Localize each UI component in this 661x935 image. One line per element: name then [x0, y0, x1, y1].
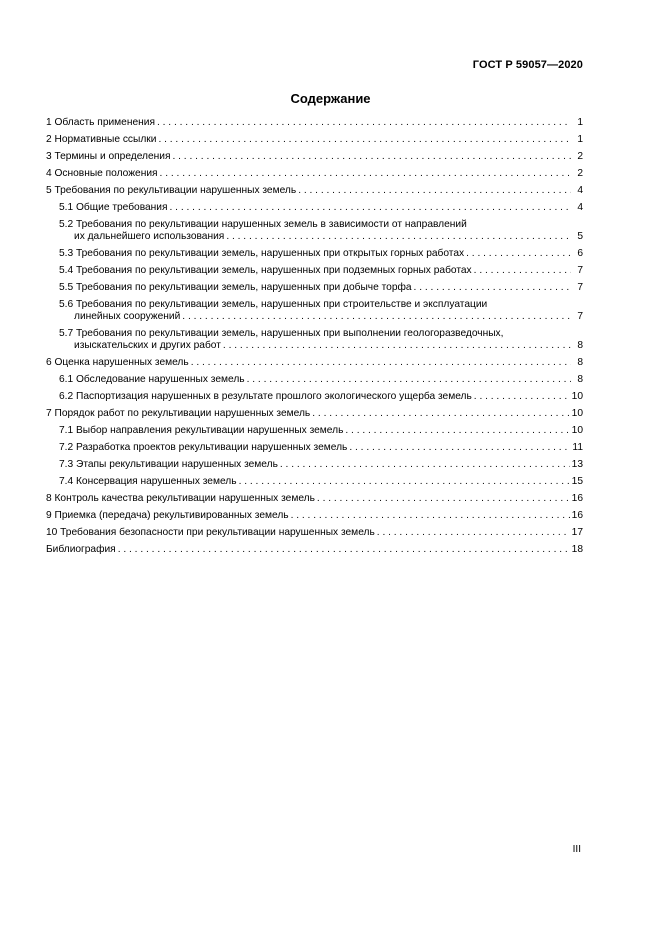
toc-entry-title: 7.2 Разработка проектов рекультивации нарушенных земель: [59, 442, 348, 453]
toc-entry[interactable]: [46, 442, 583, 454]
dot-leader: [466, 248, 571, 260]
toc-entry-page: 16: [571, 493, 583, 504]
toc-entry-title: 5.7 Требования по рекультивации земель, нарушенных при выполнении геологоразведочных,: [59, 328, 504, 339]
toc-entry[interactable]: [46, 117, 583, 129]
toc-entry[interactable]: [46, 527, 583, 539]
toc-entry[interactable]: [46, 185, 583, 197]
toc-entry[interactable]: [46, 544, 583, 556]
toc-entry-page: 10: [571, 391, 583, 402]
toc-entry-page: 17: [571, 527, 583, 538]
toc-entry[interactable]: [46, 202, 583, 214]
toc-entry-title: 5.1 Общие требования: [59, 202, 168, 213]
toc-entry-title: 5 Требования по рекультивации нарушенных земель: [46, 185, 297, 196]
toc-entry[interactable]: [46, 328, 583, 352]
toc-entry-title: Библиография: [46, 544, 116, 555]
toc-entry[interactable]: [46, 476, 583, 488]
toc-entry-page: 2: [577, 168, 583, 179]
toc-entry-page: 18: [571, 544, 583, 555]
dot-leader: [158, 134, 571, 146]
dot-leader: [414, 282, 571, 294]
toc-entry-title: 7.1 Выбор направления рекультивации нарушенных земель: [59, 425, 344, 436]
toc-entry[interactable]: [46, 425, 583, 437]
toc-entry[interactable]: [46, 374, 583, 386]
dot-leader: [474, 391, 570, 403]
toc-entry-title: 5.3 Требования по рекультивации земель, нарушенных при открытых горных работах: [59, 248, 465, 259]
toc-entry-title: их дальнейшего использования: [74, 231, 225, 242]
toc-entry-page: 5: [577, 231, 583, 242]
toc-entry-title: 5.6 Требования по рекультивации земель, нарушенных при строительстве и эксплуатации: [59, 299, 488, 310]
toc-entry[interactable]: [46, 510, 583, 522]
toc-entry-title: 4 Основные положения: [46, 168, 158, 179]
toc-entry-page: 4: [577, 202, 583, 213]
toc-entry[interactable]: [46, 282, 583, 294]
document-code: ГОСТ Р 59057—2020: [472, 59, 583, 71]
toc-entry[interactable]: [46, 168, 583, 180]
dot-leader: [226, 231, 571, 243]
toc-entry-page: 6: [577, 248, 583, 259]
toc-entry[interactable]: [46, 391, 583, 403]
toc-entry-page: 8: [577, 340, 583, 351]
toc-entry-title: 5.2 Требования по рекультивации нарушенных земель в зависимости от направлений: [59, 219, 467, 230]
toc-entry[interactable]: [46, 219, 583, 243]
toc-entry-page: 10: [571, 425, 583, 436]
toc-entry-title: изыскательских и других работ: [74, 340, 221, 351]
toc-entry-title: 8 Контроль качества рекультивации нарушенных земель: [46, 493, 315, 504]
toc-entry-title: 5.5 Требования по рекультивации земель, нарушенных при добыче торфа: [59, 282, 412, 293]
dot-leader: [345, 425, 569, 437]
toc-entry[interactable]: [46, 408, 583, 420]
toc-entry-title: 7 Порядок работ по рекультивации нарушенных земель: [46, 408, 311, 419]
page-number: III: [572, 844, 581, 855]
toc-entry-page: 1: [577, 134, 583, 145]
dot-leader: [191, 357, 571, 369]
toc-entry[interactable]: [46, 459, 583, 471]
toc-entry-title: 3 Термины и определения: [46, 151, 171, 162]
dot-leader: [118, 544, 570, 556]
toc-entry-page: 4: [577, 185, 583, 196]
toc-entry[interactable]: [46, 248, 583, 260]
toc-entry-page: 8: [577, 374, 583, 385]
toc-entry-title: линейных сооружений: [74, 311, 181, 322]
dot-leader: [317, 493, 570, 505]
toc-entry-title: 7.4 Консервация нарушенных земель: [59, 476, 237, 487]
toc-entry-page: 13: [571, 459, 583, 470]
toc-entry[interactable]: [46, 299, 583, 323]
toc-entry-page: 1: [577, 117, 583, 128]
dot-leader: [377, 527, 570, 539]
dot-leader: [170, 202, 571, 214]
dot-leader: [182, 311, 571, 323]
toc-entry-page: 11: [572, 442, 583, 453]
toc-entry[interactable]: [46, 357, 583, 369]
toc-entry-page: 10: [571, 408, 583, 419]
dot-leader: [172, 151, 571, 163]
toc-title: Содержание: [290, 91, 371, 106]
dot-leader: [160, 168, 571, 180]
dot-leader: [474, 265, 571, 277]
toc-entry-title: 10 Требования безопасности при рекультивации нарушенных земель: [46, 527, 375, 538]
dot-leader: [298, 185, 571, 197]
toc-entry-title: 6.2 Паспортизация нарушенных в результате прошлого экологического ущерба земель: [59, 391, 472, 402]
toc-entry-page: 7: [577, 282, 583, 293]
toc-entry-page: 8: [577, 357, 583, 368]
toc-entry[interactable]: [46, 265, 583, 277]
dot-leader: [223, 340, 571, 352]
toc-entry-page: 15: [571, 476, 583, 487]
toc-entry-title: 1 Область применения: [46, 117, 155, 128]
toc-entry-page: 2: [577, 151, 583, 162]
toc-entry-title: 9 Приемка (передача) рекультивированных земель: [46, 510, 289, 521]
dot-leader: [280, 459, 570, 471]
toc-entry[interactable]: [46, 493, 583, 505]
toc-entry-title: 7.3 Этапы рекультивации нарушенных земель: [59, 459, 278, 470]
dot-leader: [239, 476, 570, 488]
toc-entry-page: 7: [577, 265, 583, 276]
toc-entry-page: 16: [571, 510, 583, 521]
toc-entry[interactable]: [46, 151, 583, 163]
toc-entry-page: 7: [577, 311, 583, 322]
dot-leader: [157, 117, 571, 129]
dot-leader: [349, 442, 570, 454]
toc-entry-title: 5.4 Требования по рекультивации земель, нарушенных при подземных горных работах: [59, 265, 472, 276]
dot-leader: [312, 408, 569, 420]
table-of-contents: [46, 117, 583, 561]
dot-leader: [247, 374, 571, 386]
toc-entry-title: 2 Нормативные ссылки: [46, 134, 157, 145]
toc-entry-title: 6.1 Обследование нарушенных земель: [59, 374, 245, 385]
toc-entry-title: 6 Оценка нарушенных земель: [46, 357, 189, 368]
dot-leader: [291, 510, 570, 522]
toc-entry[interactable]: [46, 134, 583, 146]
